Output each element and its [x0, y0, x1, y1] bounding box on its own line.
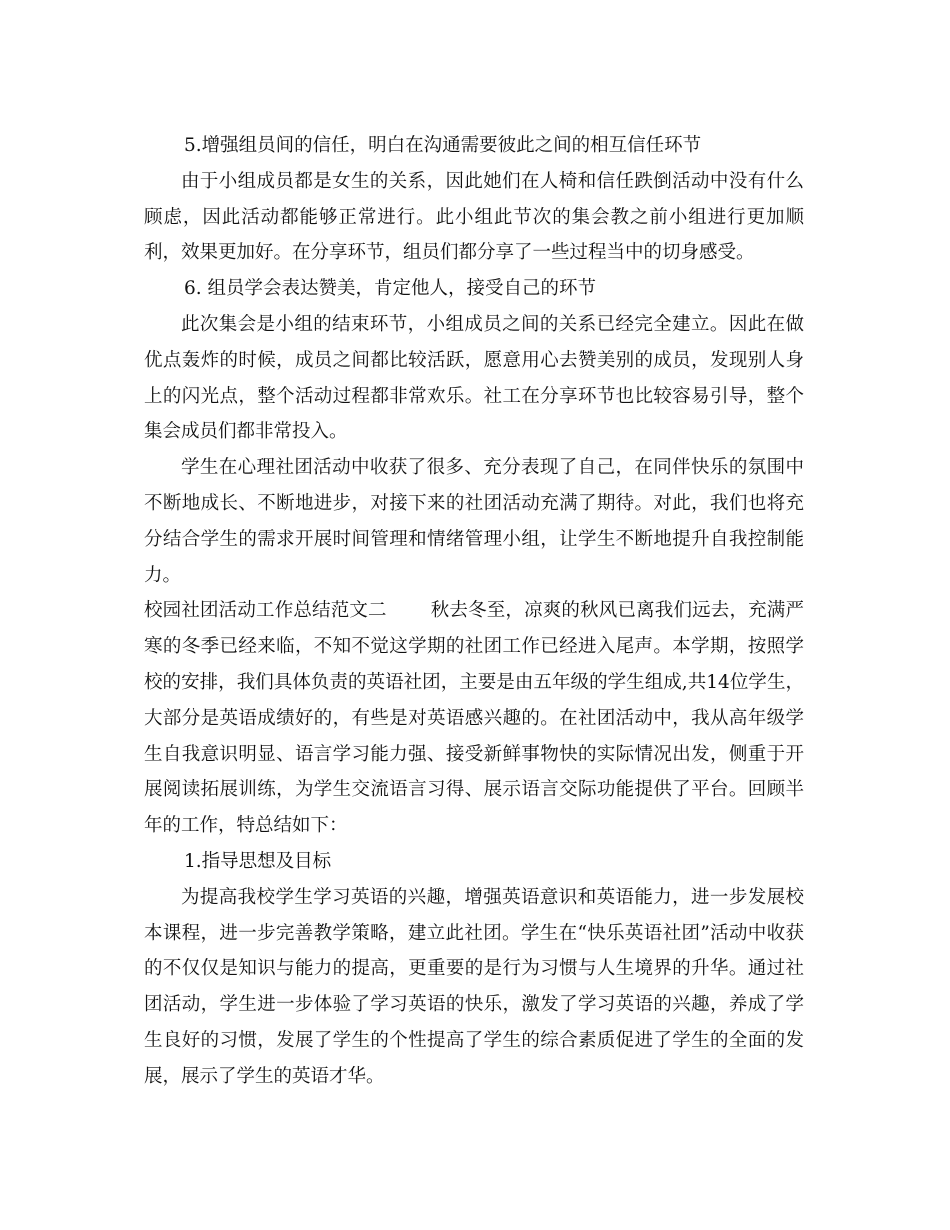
paragraph: 学生在心理社团活动中收获了很多、充分表现了自己，在同伴快乐的氛围中不断地成长、不断地进步，对接下来的社团活动充满了期待。对此，我们也将充分结合学生的需求开展时间管理和情绪管理小组，让学生不断地提升自我控制能力。	[144, 457, 804, 586]
section-title: 校园社团活动工作总结范文二	[144, 600, 387, 622]
section-intro-paragraph	[144, 593, 804, 844]
section-heading-6: 6. 组员学会表达赞美，肯定他人，接受自己的环节	[184, 278, 597, 300]
section-intro-text: 秋去冬至，凉爽的秋风已离我们远去，充满严寒的冬季已经来临，不知不觉这学期的社团工作已经进入尾声。本学期，按照学校的安排，我们具体负责的英语社团，主要是由五年级的学生组成,共14位学生，大部分是英语成绩好的，有些是对英语感兴趣的。在社团活动中，我从高年级学生自我意识明显、语言学习能力强、接受新鲜事物快的实际情况出发，侧重于开展阅读拓展训练，为学生交流语言习得、展示语言交际功能提供了平台。回顾半年的工作，特总结如下：	[144, 600, 804, 837]
paragraph: 为提高我校学生学习英语的兴趣，增强英语意识和英语能力，进一步发展校本课程，进一步完善教学策略，建立此社团。学生在“快乐英语社团”活动中收获的不仅仅是知识与能力的提高，更重要的是行为习惯与人生境界的升华。通过社团活动，学生进一步体验了学习英语的快乐，激发了学习英语的兴趣，养成了学生良好的习惯，发展了学生的个性提高了学生的综合素质促进了学生的全面的发展，展示了学生的英语才华。	[144, 886, 804, 1087]
paragraph: 此次集会是小组的结束环节，小组成员之间的关系已经完全建立。因此在做优点轰炸的时候，成员之间都比较活跃，愿意用心去赞美别的成员，发现别人身上的闪光点，整个活动过程都非常欢乐。社工在分享环节也比较容易引导，整个集会成员们都非常投入。	[144, 313, 804, 443]
paragraph: 由于小组成员都是女生的关系，因此她们在人椅和信任跌倒活动中没有什么顾虑，因此活动都能够正常进行。此小组此节次的集会教之前小组进行更加顺利，效果更加好。在分享环节，组员们都分享了一些过程当中的切身感受。	[144, 170, 804, 264]
subheading-guiding-ideas: 1.指导思想及目标	[184, 850, 332, 872]
document-body	[144, 128, 804, 1095]
section-heading-5: 5.增强组员间的信任，明白在沟通需要彼此之间的相互信任环节	[184, 135, 702, 156]
